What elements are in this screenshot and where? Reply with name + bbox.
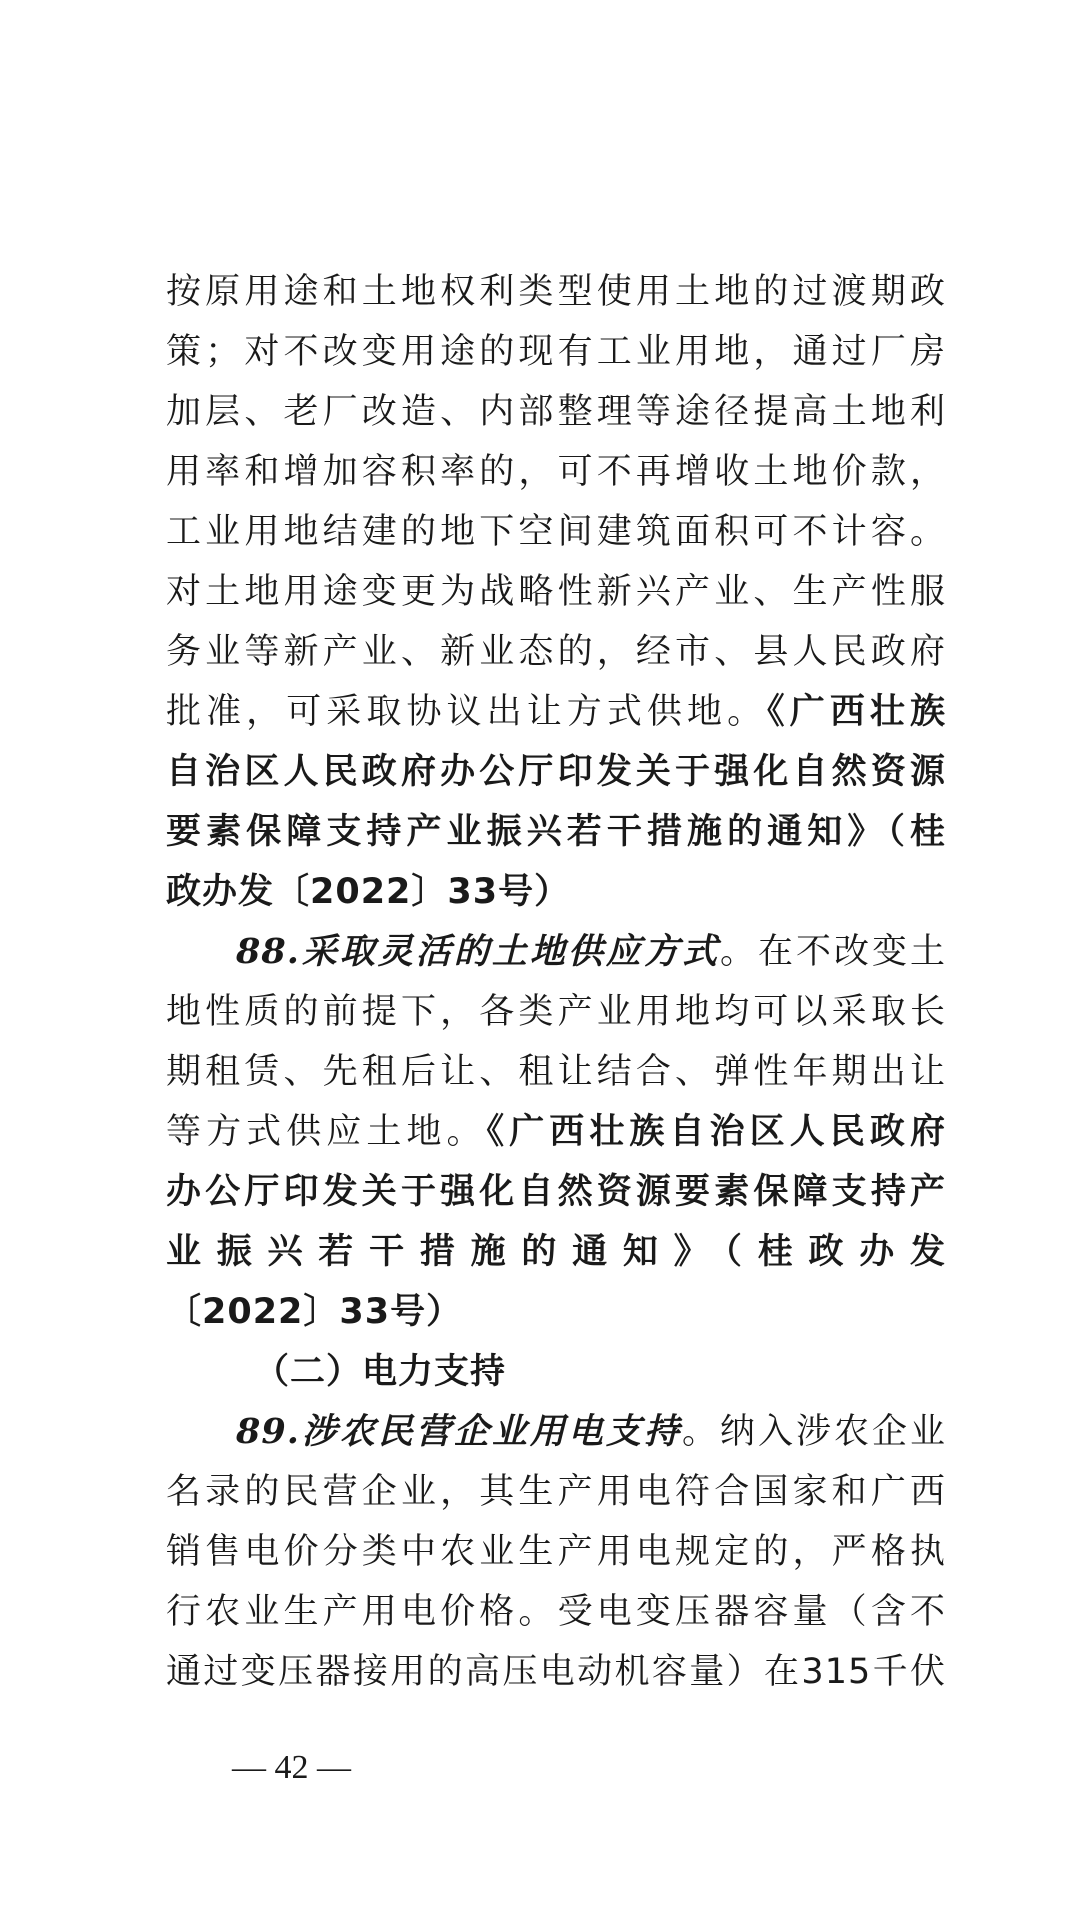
policy-citation: 业振兴若干措施的通知》（桂政办发 [166, 1232, 946, 1272]
section-heading [166, 1342, 946, 1402]
item-title: 89.涉农民营企业用电支持 [236, 1411, 682, 1452]
text-line [166, 1162, 946, 1222]
body-text [166, 262, 946, 1702]
text-line [166, 1402, 946, 1462]
text-segment: 地性质的前提下，各类产业用地均可以采取长 [166, 992, 946, 1032]
page-number: — 42 — [232, 1749, 351, 1786]
text-line [166, 1522, 946, 1582]
text-segment: 。纳入涉农企业 [681, 1412, 946, 1452]
text-line [166, 562, 946, 622]
policy-citation: 政办发〔2022〕33号） [166, 872, 571, 912]
text-line [166, 322, 946, 382]
text-segment: 通过变压器接用的高压电动机容量）在315千伏 [166, 1652, 946, 1692]
text-line [166, 442, 946, 502]
text-line [166, 1222, 946, 1282]
policy-citation: 自治区人民政府办公厅印发关于强化自然资源 [166, 752, 946, 792]
text-line [166, 1582, 946, 1642]
text-line [166, 802, 946, 862]
text-segment: 批准，可采取协议出让方式供地。 [166, 692, 768, 732]
item-title: 88.采取灵活的土地供应方式 [236, 931, 720, 972]
text-segment: 务业等新产业、新业态的，经市、县人民政府 [166, 632, 946, 672]
text-line [166, 1282, 946, 1342]
text-segment: 。在不改变土 [719, 932, 946, 972]
text-line [166, 862, 946, 922]
text-segment: 对土地用途变更为战略性新兴产业、生产性服 [166, 572, 946, 612]
text-segment: 销售电价分类中农业生产用电规定的，严格执 [166, 1532, 946, 1572]
policy-citation: 《广西壮族自治区人民政府 [486, 1112, 946, 1152]
policy-citation: 《广西壮族 [767, 692, 946, 732]
policy-citation: 〔2022〕33号） [166, 1292, 463, 1332]
text-segment: 加层、老厂改造、内部整理等途径提高土地利 [166, 392, 946, 432]
text-line [166, 982, 946, 1042]
text-line [166, 682, 946, 742]
text-segment: 名录的民营企业，其生产用电符合国家和广西 [166, 1472, 946, 1512]
section-heading-text: （二）电力支持 [254, 1352, 507, 1392]
policy-citation: 要素保障支持产业振兴若干措施的通知》（桂 [166, 812, 946, 852]
text-line [166, 742, 946, 802]
text-line [166, 1462, 946, 1522]
text-line [166, 262, 946, 322]
text-segment: 行农业生产用电价格。受电变压器容量（含不 [166, 1592, 946, 1632]
text-segment: 用率和增加容积率的，可不再增收土地价款， [166, 452, 946, 492]
text-line [166, 502, 946, 562]
text-line [166, 382, 946, 442]
text-segment: 等方式供应土地。 [166, 1112, 487, 1152]
text-segment: 策；对不改变用途的现有工业用地，通过厂房 [166, 332, 946, 372]
text-line [166, 1642, 946, 1702]
text-line [166, 622, 946, 682]
text-segment: 按原用途和土地权利类型使用土地的过渡期政 [166, 272, 946, 312]
text-line [166, 922, 946, 982]
text-segment: 工业用地结建的地下空间建筑面积可不计容。 [166, 512, 946, 552]
text-line [166, 1042, 946, 1102]
policy-citation: 办公厅印发关于强化自然资源要素保障支持产 [166, 1172, 946, 1212]
text-segment: 期租赁、先租后让、租让结合、弹性年期出让 [166, 1052, 946, 1092]
text-line [166, 1102, 946, 1162]
